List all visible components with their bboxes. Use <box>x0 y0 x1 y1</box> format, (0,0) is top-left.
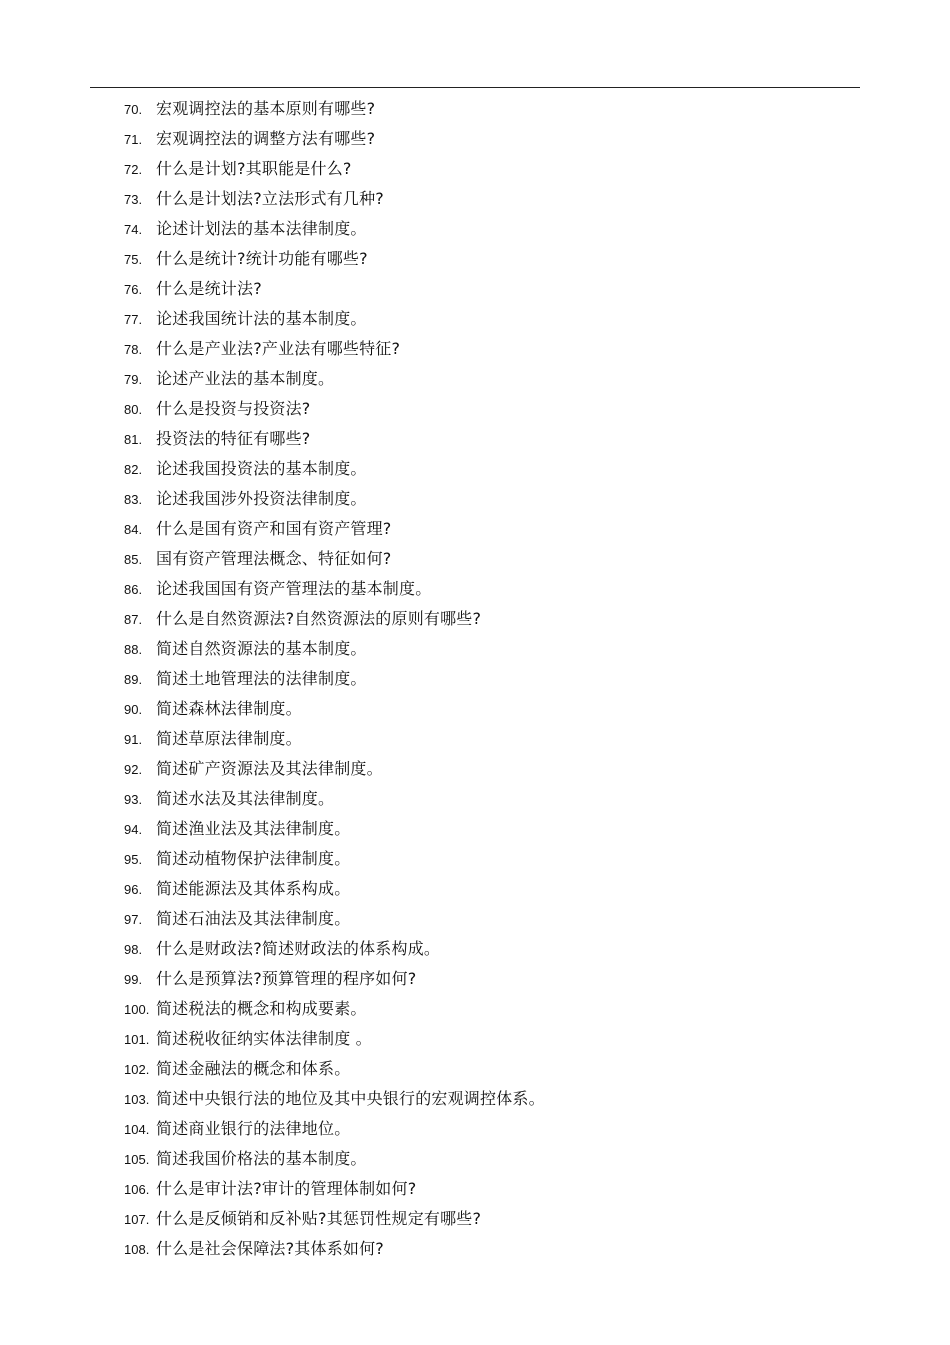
question-item <box>124 422 844 452</box>
question-number: 94. <box>124 821 143 837</box>
question-text: 简述自然资源法的基本制度。 <box>156 638 367 658</box>
question-item <box>124 512 844 542</box>
question-number: 105. <box>124 1151 150 1167</box>
question-item <box>124 692 844 722</box>
header-rule <box>90 87 860 88</box>
question-text: 什么是审计法?审计的管理体制如何? <box>156 1178 417 1198</box>
question-text: 简述税收征纳实体法律制度 。 <box>156 1028 372 1048</box>
question-item <box>124 932 844 962</box>
question-number: 73. <box>124 191 143 207</box>
question-text: 宏观调控法的调整方法有哪些? <box>156 128 376 148</box>
question-item <box>124 572 844 602</box>
question-text: 国有资产管理法概念、特征如何? <box>156 548 392 568</box>
question-text: 论述产业法的基本制度。 <box>156 368 335 388</box>
question-text: 什么是财政法?简述财政法的体系构成。 <box>156 938 441 958</box>
question-item <box>124 812 844 842</box>
question-text: 简述渔业法及其法律制度。 <box>156 818 351 838</box>
question-item <box>124 1232 844 1262</box>
question-text: 什么是投资与投资法? <box>156 398 311 418</box>
question-number: 96. <box>124 881 143 897</box>
question-number: 107. <box>124 1211 150 1227</box>
question-text: 什么是统计法? <box>156 278 262 298</box>
question-text: 简述商业银行的法律地位。 <box>156 1118 351 1138</box>
question-item <box>124 1142 844 1172</box>
question-item <box>124 182 844 212</box>
question-number: 81. <box>124 431 143 447</box>
question-number: 106. <box>124 1181 150 1197</box>
question-number: 70. <box>124 101 143 117</box>
question-number: 98. <box>124 941 143 957</box>
question-text: 论述我国国有资产管理法的基本制度。 <box>156 578 432 598</box>
question-text: 简述土地管理法的法律制度。 <box>156 668 367 688</box>
question-text: 投资法的特征有哪些? <box>156 428 311 448</box>
question-text: 简述石油法及其法律制度。 <box>156 908 351 928</box>
question-number: 80. <box>124 401 143 417</box>
question-text: 简述中央银行法的地位及其中央银行的宏观调控体系。 <box>156 1088 545 1108</box>
question-text: 什么是计划?其职能是什么? <box>156 158 352 178</box>
question-list <box>124 92 844 1262</box>
question-text: 什么是国有资产和国有资产管理? <box>156 518 392 538</box>
question-number: 76. <box>124 281 143 297</box>
question-number: 108. <box>124 1241 150 1257</box>
question-number: 91. <box>124 731 143 747</box>
question-number: 102. <box>124 1061 150 1077</box>
question-number: 77. <box>124 311 143 327</box>
question-text: 简述税法的概念和构成要素。 <box>156 998 367 1018</box>
question-item <box>124 452 844 482</box>
question-text: 简述能源法及其体系构成。 <box>156 878 351 898</box>
question-item <box>124 92 844 122</box>
question-text: 什么是产业法?产业法有哪些特征? <box>156 338 401 358</box>
question-text: 什么是反倾销和反补贴?其惩罚性规定有哪些? <box>156 1208 482 1228</box>
question-item <box>124 602 844 632</box>
question-number: 75. <box>124 251 143 267</box>
question-number: 82. <box>124 461 143 477</box>
question-number: 78. <box>124 341 143 357</box>
question-item <box>124 782 844 812</box>
question-item <box>124 392 844 422</box>
question-number: 79. <box>124 371 143 387</box>
question-number: 74. <box>124 221 143 237</box>
question-item <box>124 992 844 1022</box>
question-item <box>124 212 844 242</box>
question-number: 86. <box>124 581 143 597</box>
question-number: 71. <box>124 131 143 147</box>
question-item <box>124 902 844 932</box>
question-number: 93. <box>124 791 143 807</box>
question-item <box>124 722 844 752</box>
question-text: 论述我国投资法的基本制度。 <box>156 458 367 478</box>
question-item <box>124 242 844 272</box>
question-number: 85. <box>124 551 143 567</box>
question-number: 84. <box>124 521 143 537</box>
question-item <box>124 842 844 872</box>
question-item <box>124 632 844 662</box>
question-item <box>124 272 844 302</box>
question-number: 100. <box>124 1001 150 1017</box>
question-text: 什么是社会保障法?其体系如何? <box>156 1238 384 1258</box>
question-text: 宏观调控法的基本原则有哪些? <box>156 98 376 118</box>
question-item <box>124 332 844 362</box>
question-text: 什么是预算法?预算管理的程序如何? <box>156 968 417 988</box>
question-text: 简述矿产资源法及其法律制度。 <box>156 758 383 778</box>
question-item <box>124 872 844 902</box>
question-number: 83. <box>124 491 143 507</box>
question-text: 论述我国统计法的基本制度。 <box>156 308 367 328</box>
question-text: 简述草原法律制度。 <box>156 728 302 748</box>
question-number: 89. <box>124 671 143 687</box>
question-number: 92. <box>124 761 143 777</box>
question-number: 103. <box>124 1091 150 1107</box>
question-item <box>124 152 844 182</box>
question-item <box>124 662 844 692</box>
question-item <box>124 1202 844 1232</box>
question-text: 什么是统计?统计功能有哪些? <box>156 248 368 268</box>
question-number: 99. <box>124 971 143 987</box>
question-item <box>124 1022 844 1052</box>
question-item <box>124 302 844 332</box>
question-number: 104. <box>124 1121 150 1137</box>
question-item <box>124 1112 844 1142</box>
question-item <box>124 962 844 992</box>
question-text: 什么是自然资源法?自然资源法的原则有哪些? <box>156 608 482 628</box>
question-text: 论述计划法的基本法律制度。 <box>156 218 367 238</box>
question-item <box>124 122 844 152</box>
question-item <box>124 482 844 512</box>
question-text: 简述我国价格法的基本制度。 <box>156 1148 367 1168</box>
question-number: 101. <box>124 1031 150 1047</box>
question-text: 简述金融法的概念和体系。 <box>156 1058 351 1078</box>
question-number: 88. <box>124 641 143 657</box>
question-item <box>124 1052 844 1082</box>
question-item <box>124 1172 844 1202</box>
question-item <box>124 1082 844 1112</box>
question-text: 简述动植物保护法律制度。 <box>156 848 351 868</box>
question-number: 72. <box>124 161 143 177</box>
question-text: 论述我国涉外投资法律制度。 <box>156 488 367 508</box>
question-item <box>124 542 844 572</box>
question-item <box>124 752 844 782</box>
question-number: 87. <box>124 611 143 627</box>
question-number: 90. <box>124 701 143 717</box>
question-text: 简述森林法律制度。 <box>156 698 302 718</box>
question-item <box>124 362 844 392</box>
question-number: 95. <box>124 851 143 867</box>
question-number: 97. <box>124 911 143 927</box>
question-text: 什么是计划法?立法形式有几种? <box>156 188 384 208</box>
question-text: 简述水法及其法律制度。 <box>156 788 335 808</box>
